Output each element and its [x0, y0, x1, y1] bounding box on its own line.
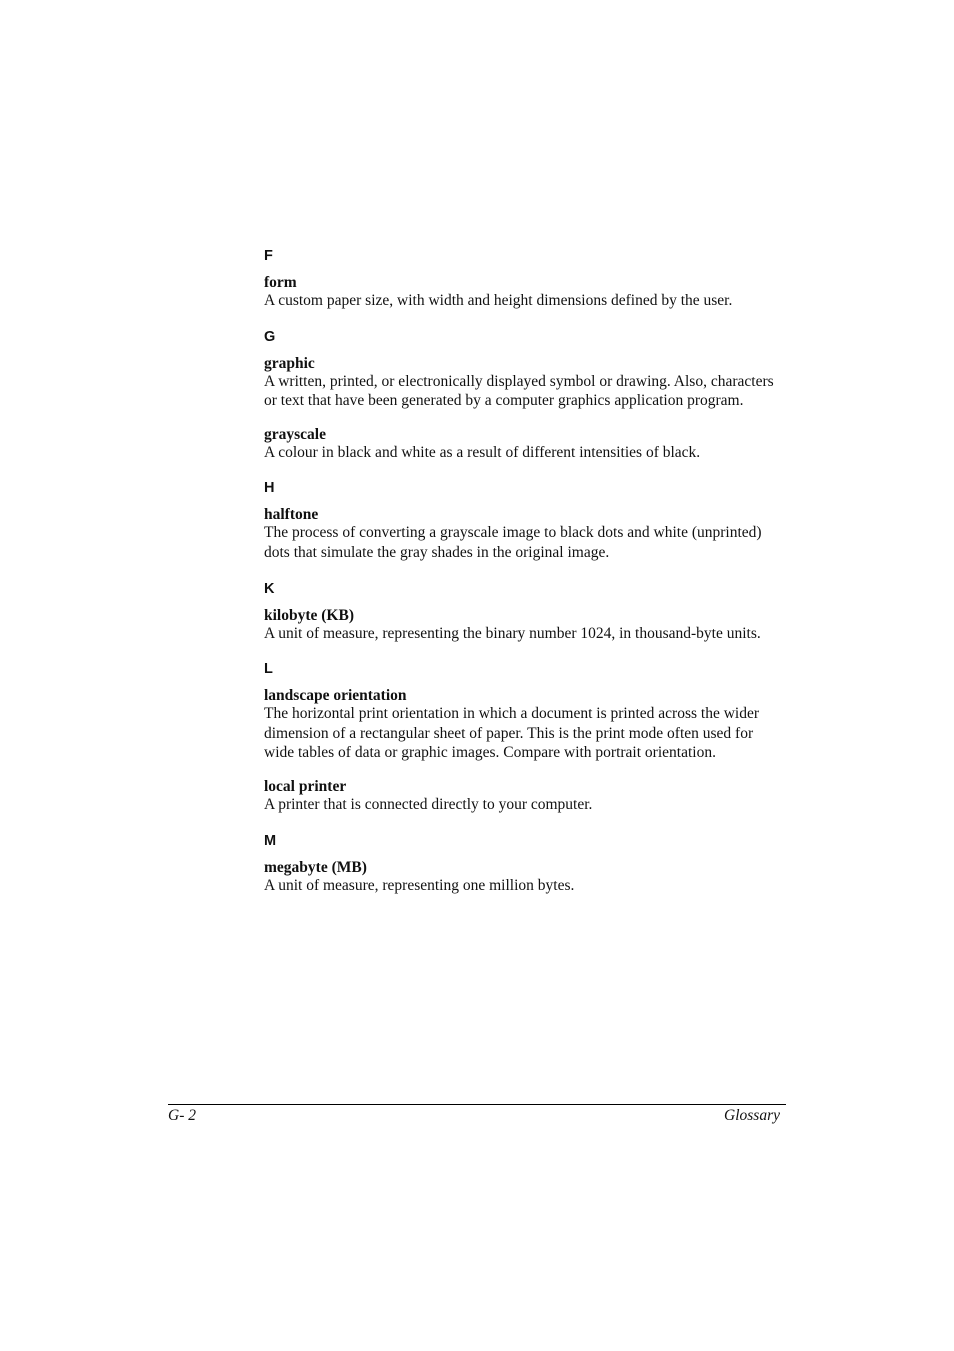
glossary-term: megabyte (MB): [264, 858, 367, 876]
glossary-term: local printer: [264, 777, 347, 795]
glossary-term: landscape orientation: [264, 687, 407, 705]
glossary-definition: A colour in black and white as a result of different intensities of black.: [264, 443, 701, 461]
glossary-entry: [264, 687, 786, 763]
section-letter: L: [264, 661, 273, 678]
glossary-term: graphic: [264, 354, 315, 372]
glossary-definition: The horizontal print orientation in which a document is printed across the wider dimension of a rectangular sheet of paper. This is the print mode often used for wide tables of data or graphic images. Compare with portrait orientation.: [264, 705, 760, 762]
glossary-entry: [264, 355, 786, 411]
glossary-entry: [264, 506, 786, 562]
glossary-definition: The process of converting a grayscale image to black dots and white (unprinted) dots that simulate the gray shades in the original image.: [264, 524, 762, 561]
glossary-content: [264, 246, 786, 911]
section-letter: K: [264, 580, 275, 597]
glossary-section-k: [264, 579, 786, 644]
glossary-entry: [264, 274, 786, 311]
section-letter: F: [264, 248, 273, 264]
glossary-term: form: [264, 274, 297, 291]
chapter-title: Glossary: [724, 1107, 780, 1124]
glossary-definition: A unit of measure, representing the binary number 1024, in thousand-byte units.: [264, 624, 761, 642]
glossary-term: kilobyte (KB): [264, 606, 354, 624]
glossary-definition: A printer that is connected directly to your computer.: [264, 795, 593, 813]
glossary-definition: A written, printed, or electronically displayed symbol or drawing. Also, characters or text that have been generated by a computer graphics application program.: [264, 372, 774, 410]
glossary-entry: [264, 859, 786, 896]
glossary-definition: A unit of measure, representing one million bytes.: [264, 876, 575, 894]
page-footer: [168, 1104, 786, 1124]
glossary-term: halftone: [264, 506, 319, 524]
glossary-section-m: [264, 831, 786, 896]
section-letter: M: [264, 832, 277, 849]
glossary-definition: A custom paper size, with width and height dimensions defined by the user.: [264, 292, 733, 309]
glossary-term: grayscale: [264, 425, 326, 443]
glossary-entry: [264, 426, 786, 463]
glossary-section-f: [264, 246, 786, 311]
page-number: G- 2: [168, 1107, 196, 1124]
glossary-section-l: [264, 659, 786, 814]
section-letter: H: [264, 480, 275, 497]
section-letter: G: [264, 328, 276, 345]
glossary-entry: [264, 607, 786, 644]
glossary-entry: [264, 778, 786, 815]
glossary-section-g: [264, 327, 786, 463]
glossary-section-h: [264, 478, 786, 562]
